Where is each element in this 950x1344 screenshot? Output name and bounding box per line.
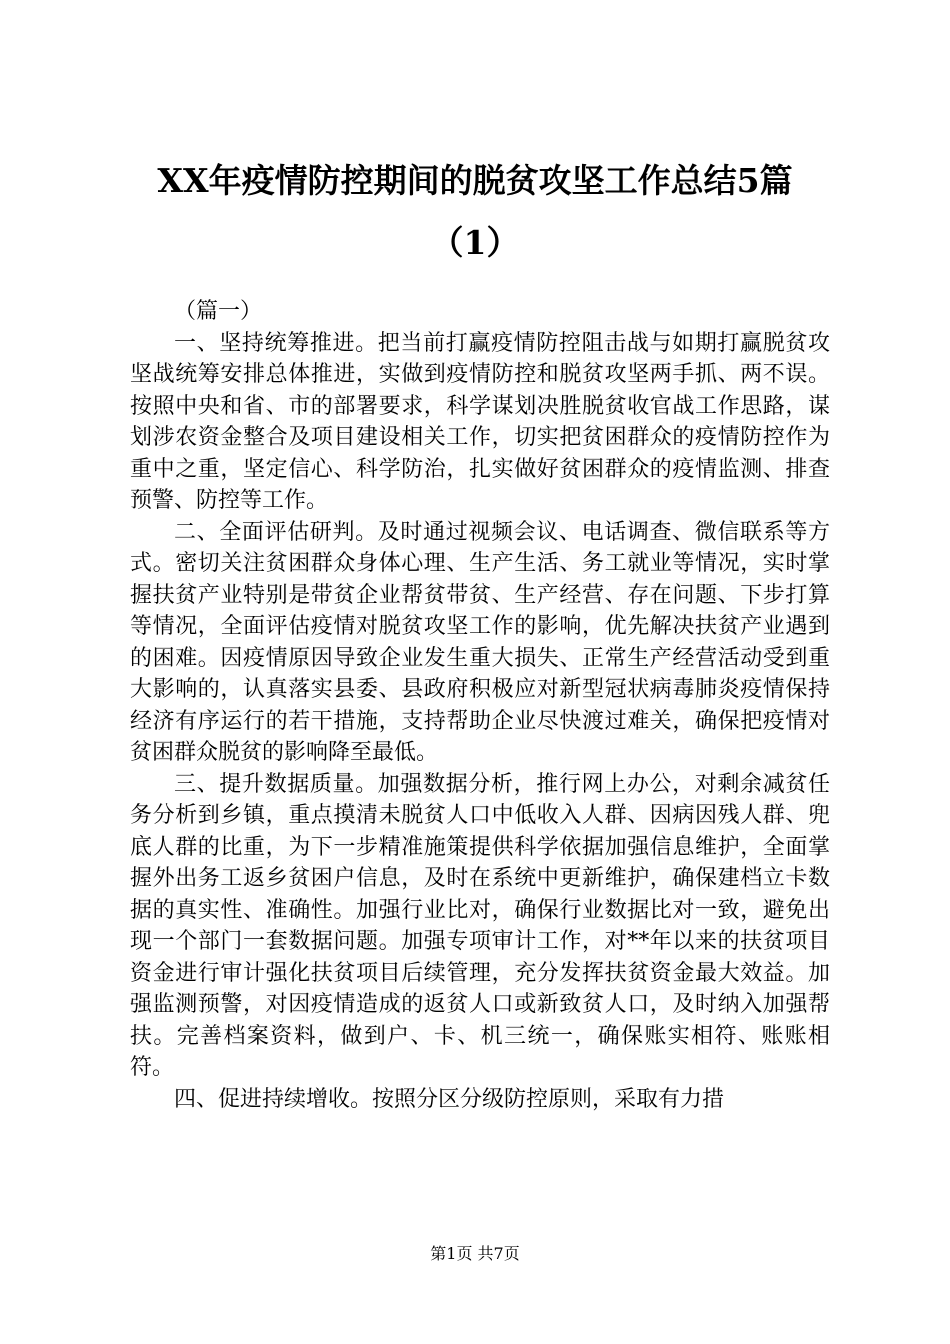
title-line-1: XX年疫情防控期间的脱贫攻坚工作总结5篇	[157, 161, 793, 200]
document-title	[120, 150, 830, 274]
title-line-2: （1）	[430, 223, 520, 262]
paragraph-2: 二、全面评估研判。及时通过视频会议、电话调查、微信联系等方式。密切关注贫困群众身体心理、生产生活、务工就业等情况，实时掌握扶贫产业特别是带贫企业帮贫带贫、生产经营、存在问题、下步打算等情况，全面评估疫情对脱贫攻坚工作的影响，优先解决扶贫产业遇到的困难。因疫情原因导致企业发生重大损失、正常生产经营活动受到重大影响的，认真落实县委、县政府积极应对新型冠状病毒肺炎疫情保持经济有序运行的若干措施，支持帮助企业尽快渡过难关，确保把疫情对贫困群众脱贫的影响降至最低。	[130, 519, 830, 765]
section-label: （篇一）	[174, 299, 263, 324]
paragraph-3: 三、提升数据质量。加强数据分析，推行网上办公，对剩余减贫任务分析到乡镇，重点摸清未脱贫人口中低收入人群、因病因残人群、兜底人群的比重，为下一步精准施策提供科学依据加强信息维护，全面掌握外出务工返乡贫困户信息，及时在系统中更新维护，确保建档立卡数据的真实性、准确性。加强行业比对，确保行业数据比对一致，避免出现一个部门一套数据问题。加强专项审计工作，对**年以来的扶贫项目资金进行审计强化扶贫项目后续管理，充分发挥扶贫资金最大效益。加强监测预警，对因疫情造成的返贫人口或新致贫人口，及时纳入加强帮扶。完善档案资料，做到户、卡、机三统一，确保账实相符、账账相符。	[130, 771, 830, 1080]
paragraph-4: 四、促进持续增收。按照分区分级防控原则，采取有力措	[174, 1086, 725, 1112]
page-footer: 第1页 共7页	[430, 1244, 520, 1263]
document-body	[130, 296, 830, 1115]
paragraph-1: 一、坚持统筹推进。把当前打赢疫情防控阻击战与如期打赢脱贫攻坚战统筹安排总体推进，实做到疫情防控和脱贫攻坚两手抓、两不误。按照中央和省、市的部署要求，科学谋划决胜脱贫收官战工作思路，谋划涉农资金整合及项目建设相关工作，切实把贫困群众的疫情防控作为重中之重，坚定信心、科学防治，扎实做好贫困群众的疫情监测、排查预警、防控等工作。	[130, 330, 830, 513]
